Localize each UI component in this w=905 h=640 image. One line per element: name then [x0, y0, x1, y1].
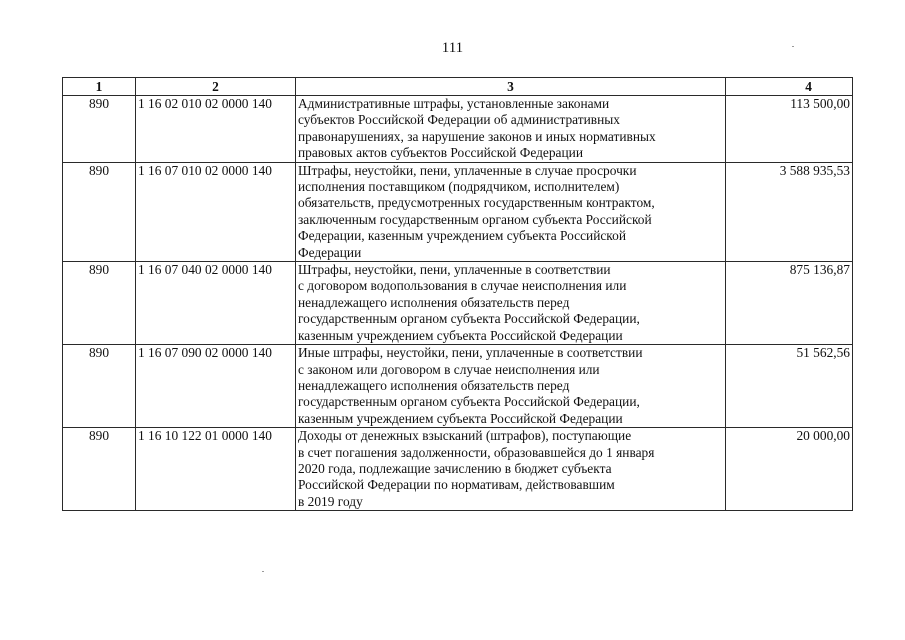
- kbk-code-cell: 1 16 10 122 01 0000 140: [136, 428, 296, 511]
- description-cell: Штрафы, неустойки, пени, уплаченные в соответствии с договором водопользования в случае неисполнения или ненадлежащего исполнения обязательств перед государственным органом субъекта Российской Федерации, казенным учреждением субъекта Российской Федерации: [296, 262, 726, 345]
- page-number: 111: [441, 40, 464, 56]
- description-cell: Административные штрафы, установленные законами субъектов Российской Федерации об административных правонарушениях, за нарушение законов и иных нормативных правовых актов субъектов Российской Федерации: [296, 96, 726, 163]
- column-header-2: 2: [136, 78, 296, 96]
- description-cell: Доходы от денежных взысканий (штрафов), поступающие в счет погашения задолженности, образовавшейся до 1 января 2020 года, подлежащие зачислению в бюджет субъекта Российской Федерации по нормативам, действовавшим в 2019 году: [296, 428, 726, 511]
- amount-cell: 3 588 935,53: [726, 162, 853, 261]
- amount-cell: 113 500,00: [726, 96, 853, 163]
- amount-cell: 20 000,00: [726, 428, 853, 511]
- admin-code-cell: 890: [63, 262, 136, 345]
- column-header-3: 3: [296, 78, 726, 96]
- amount-cell: 875 136,87: [726, 262, 853, 345]
- scan-speck: [262, 571, 264, 572]
- table-row: [63, 262, 853, 345]
- kbk-code-cell: 1 16 07 090 02 0000 140: [136, 345, 296, 428]
- table-row: [63, 162, 853, 261]
- table-row: [63, 428, 853, 511]
- revenue-table: [62, 77, 853, 511]
- admin-code-cell: 890: [63, 96, 136, 163]
- scan-speck: [792, 46, 794, 47]
- amount-cell: 51 562,56: [726, 345, 853, 428]
- column-header-4: 4: [726, 78, 853, 96]
- admin-code-cell: 890: [63, 428, 136, 511]
- admin-code-cell: 890: [63, 162, 136, 261]
- kbk-code-cell: 1 16 07 040 02 0000 140: [136, 262, 296, 345]
- column-header-1: 1: [63, 78, 136, 96]
- table-row: [63, 345, 853, 428]
- description-cell: Иные штрафы, неустойки, пени, уплаченные в соответствии с законом или договором в случае неисполнения или ненадлежащего исполнения обязательств перед государственным органом субъекта Российской Федерации, казенным учреждением субъекта Российской Федерации: [296, 345, 726, 428]
- description-cell: Штрафы, неустойки, пени, уплаченные в случае просрочки исполнения поставщиком (подрядчиком, исполнителем) обязательств, предусмотренных государственным контрактом, заключенным государственным органом субъекта Российской Федерации, казенным учреждением субъекта Российской Федерации: [296, 162, 726, 261]
- kbk-code-cell: 1 16 02 010 02 0000 140: [136, 96, 296, 163]
- table-header-row: [63, 78, 853, 96]
- table-row: [63, 96, 853, 163]
- kbk-code-cell: 1 16 07 010 02 0000 140: [136, 162, 296, 261]
- admin-code-cell: 890: [63, 345, 136, 428]
